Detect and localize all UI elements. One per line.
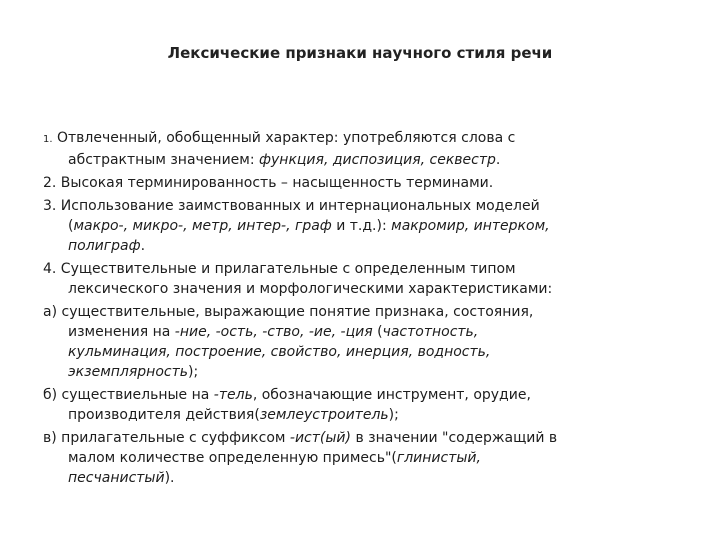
text-run: в) прилагательные с суффиксом xyxy=(43,430,290,446)
text-run: б) существиельные на xyxy=(43,387,214,403)
list-item-v xyxy=(43,428,683,488)
item-continuation xyxy=(43,362,683,382)
item-continuation xyxy=(43,468,683,488)
example-words: макромир, интерком, xyxy=(391,218,550,234)
example-words: кульминация, построение, свойство, инерция, водность, xyxy=(68,344,491,360)
text-run: . xyxy=(495,152,501,168)
item-text xyxy=(43,387,531,403)
text-run: абстрактным значением: xyxy=(68,152,260,168)
item-continuation xyxy=(43,448,683,468)
list-item-4 xyxy=(43,259,683,299)
list-item-1 xyxy=(43,128,683,170)
text-run: изменения на xyxy=(68,324,175,340)
example-words: песчанистый xyxy=(68,470,165,486)
suffix-list: -ние, -ость, -ство, -ие, -ция xyxy=(174,324,373,340)
item-continuation xyxy=(43,342,683,362)
example-words: глинистый, xyxy=(396,450,481,466)
list-item-3 xyxy=(43,196,683,256)
list-item-a xyxy=(43,302,683,382)
item-text: а) существительные, выражающие понятие признака, состояния, xyxy=(43,304,534,320)
example-words: землеустроитель xyxy=(259,407,389,423)
item-continuation xyxy=(43,236,683,256)
example-words: частотность, xyxy=(382,324,479,340)
list-item-2 xyxy=(43,173,683,193)
text-run: ( xyxy=(372,324,383,340)
item-text xyxy=(43,430,557,446)
item-text: 2. Высокая терминированность – насыщенность терминами. xyxy=(43,175,494,191)
slide-title: Лексические признаки научного стиля речи xyxy=(167,44,553,62)
example-words: макро-, микро-, метр, интер-, граф xyxy=(73,218,332,234)
item-text: 3. Использование заимствованных и интернациональных моделей xyxy=(43,198,540,214)
text-run: ( xyxy=(68,218,74,234)
suffix: -ист(ый) xyxy=(289,430,351,446)
suffix: -тель xyxy=(213,387,253,403)
item-text: 4. Существительные и прилагательные с определенным типом xyxy=(43,261,516,277)
item-number: 1. xyxy=(43,134,53,145)
text-run: ); xyxy=(188,364,199,380)
item-continuation xyxy=(43,405,683,425)
text-run: , обозначающие инструмент, орудие, xyxy=(252,387,531,403)
item-continuation xyxy=(43,322,683,342)
item-continuation xyxy=(43,150,683,170)
item-continuation xyxy=(43,216,683,236)
item-text: Отвлеченный, обобщенный характер: употребляются слова с xyxy=(57,130,516,146)
text-run: производителя действия( xyxy=(68,407,260,423)
slide-content xyxy=(43,128,683,491)
text-run: ); xyxy=(388,407,399,423)
example-words: полиграф xyxy=(68,238,141,254)
text-run: ). xyxy=(164,470,175,486)
example-words: экземплярность xyxy=(68,364,188,380)
list-item-b xyxy=(43,385,683,425)
text-run: и т.д.): xyxy=(331,218,392,234)
example-words: функция, диспозиция, секвестр xyxy=(259,152,496,168)
item-continuation: лексического значения и морфологическими характеристиками: xyxy=(68,281,553,297)
text-run: в значении "содержащий в xyxy=(351,430,558,446)
text-run: . xyxy=(140,238,146,254)
text-run: малом количестве определенную примесь"( xyxy=(68,450,397,466)
